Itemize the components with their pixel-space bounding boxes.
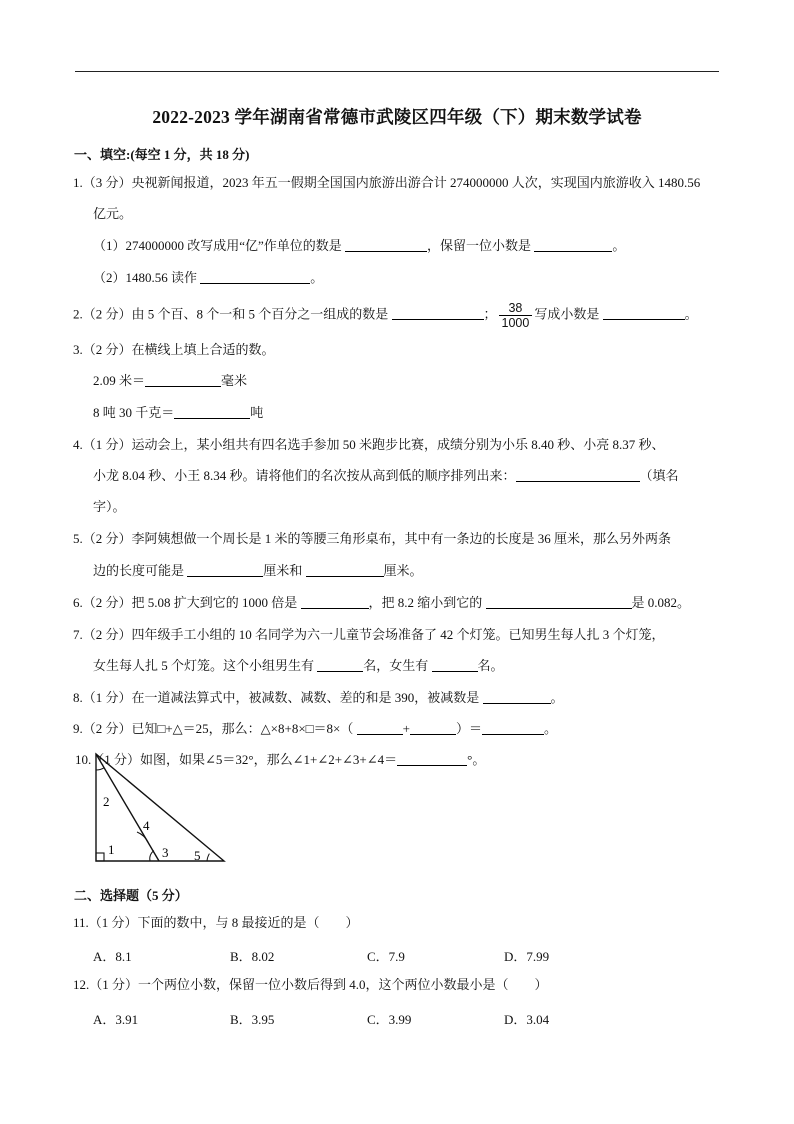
question-1-cont: 亿元。 [93, 206, 133, 221]
q6-text-a: 6.（2 分）把 5.08 扩大到它的 1000 倍是 [73, 595, 298, 610]
answer-blank[interactable] [534, 238, 612, 252]
question-5: 5.（2 分）李阿姨想做一个周长是 1 米的等腰三角形桌布，其中有一条边的长度是 36 厘米，那么另外两条 [73, 531, 672, 546]
q11-option-b[interactable]: B．8.02 [230, 949, 275, 964]
q7-text-c: 名。 [477, 658, 504, 673]
q11-option-d[interactable]: D．7.99 [504, 949, 550, 964]
q1-part1-text-c: 。 [612, 238, 626, 253]
q8-text-a: 8.（1 分）在一道减法算式中，被减数、减数、差的和是 390，被减数是 [73, 690, 480, 705]
fraction-denominator: 1000 [501, 316, 530, 330]
answer-blank[interactable] [174, 405, 250, 419]
q5-text-b: 厘米和 [263, 563, 303, 578]
angle-2-arc [96, 768, 104, 770]
answer-blank[interactable] [145, 373, 221, 387]
answer-blank[interactable] [397, 752, 467, 766]
angle-label-4: 4 [143, 818, 150, 833]
fraction [499, 301, 533, 330]
question-4-cont-2: 字）。 [93, 499, 126, 514]
q3-a-text: 2.09 米＝ [93, 373, 146, 388]
answer-blank[interactable] [200, 270, 310, 284]
question-4-cont [93, 467, 679, 485]
question-2 [73, 301, 698, 330]
answer-blank[interactable] [483, 690, 551, 704]
q9-text-d: 。 [543, 721, 557, 736]
angle-label-5: 5 [194, 848, 201, 863]
answer-blank[interactable] [317, 658, 363, 672]
q3-b-text: 8 吨 30 千克＝ [93, 405, 175, 420]
q1-part2-text-b: 。 [310, 270, 324, 285]
section-heading-choice: 二、选择题（5 分） [74, 888, 188, 903]
q2-text-b: ； [483, 306, 497, 322]
section-heading-fill-blank: 一、填空:(每空 1 分，共 18 分) [74, 147, 250, 162]
triangle-diagram [90, 750, 230, 868]
angle-label-1: 1 [108, 842, 115, 857]
q5-text-c: 厘米。 [383, 563, 423, 578]
answer-blank[interactable] [357, 721, 403, 735]
q9-text-a: 9.（2 分）已知□+△＝25，那么：△×8+8×□＝8×（ [73, 721, 354, 736]
q12-option-d[interactable]: D．3.04 [504, 1012, 550, 1027]
q3-a-unit: 毫米 [221, 373, 248, 388]
answer-blank[interactable] [603, 306, 685, 320]
question-3: 3.（2 分）在横线上填上合适的数。 [73, 342, 275, 357]
outer-triangle [96, 754, 224, 861]
answer-blank[interactable] [345, 238, 427, 252]
question-1: 1.（3 分）央视新闻报道，2023 年五一假期全国国内旅游出游合计 274000000 人次，实现国内旅游收入 1480.56 [73, 175, 701, 190]
right-angle-mark [96, 853, 104, 861]
q12-option-c[interactable]: C．3.99 [367, 1012, 412, 1027]
question-3-item-a [93, 372, 247, 390]
q11-option-a[interactable]: A．8.1 [93, 949, 132, 964]
question-5-cont [93, 562, 423, 580]
q10-text-a: 10.（1 分）如图，如果∠5＝32°，那么∠1+∠2+∠3+∠4＝ [75, 752, 398, 767]
answer-blank[interactable] [187, 563, 263, 577]
question-11: 11.（1 分）下面的数中，与 8 最接近的是（ ） [73, 915, 359, 930]
q2-text-a: 2.（2 分）由 5 个百、8 个一和 5 个百分之一组成的数是 [73, 306, 389, 322]
q6-text-b: ，把 8.2 缩小到它的 [368, 595, 483, 610]
answer-blank[interactable] [432, 658, 478, 672]
question-3-item-b [93, 404, 263, 422]
q7-text-a: 女生每人扎 5 个灯笼。这个小组男生有 [93, 658, 315, 673]
q10-text-b: °。 [467, 752, 486, 767]
q1-part1-text-a: （1）274000000 改写成用“亿”作单位的数是 [93, 238, 342, 253]
answer-blank[interactable] [486, 595, 632, 609]
question-8 [73, 689, 564, 707]
q2-text-c: 写成小数是 [534, 306, 600, 322]
header-rule [75, 71, 719, 72]
q12-option-a[interactable]: A．3.91 [93, 1012, 139, 1027]
angle-label-2: 2 [103, 794, 110, 809]
q9-text-c: ）＝ [455, 721, 482, 736]
triangle-figure [90, 750, 230, 868]
q4-text-b: （填名 [639, 468, 679, 483]
question-7: 7.（2 分）四年级手工小组的 10 名同学为六一儿童节会场准备了 42 个灯笼。已知男生每人扎 3 个灯笼， [73, 627, 665, 642]
q1-part2-text-a: （2）1480.56 读作 [93, 270, 198, 285]
answer-blank[interactable] [306, 563, 384, 577]
question-7-cont [93, 657, 504, 675]
q11-option-c[interactable]: C．7.9 [367, 949, 405, 964]
question-1-part-2 [93, 269, 323, 287]
question-1-part-1 [93, 237, 625, 255]
angle-label-3: 3 [162, 845, 169, 860]
q6-text-c: 是 0.082。 [631, 595, 691, 610]
q1-part1-text-b: ，保留一位小数是 [427, 238, 532, 253]
angle-5-arc [207, 854, 209, 861]
question-9 [73, 720, 557, 738]
q5-text-a: 边的长度可能是 [93, 563, 185, 578]
q3-b-unit: 吨 [250, 405, 264, 420]
q7-text-b: 名，女生有 [363, 658, 429, 673]
answer-blank[interactable] [482, 721, 544, 735]
q4-text-a: 小龙 8.04 秒、小王 8.34 秒。请将他们的名次按从高到低的顺序排列出来： [93, 468, 516, 483]
answer-blank[interactable] [301, 595, 369, 609]
answer-blank[interactable] [392, 306, 484, 320]
page-title: 2022-2023 学年湖南省常德市武陵区四年级（下）期末数学试卷 [152, 107, 642, 127]
question-6 [73, 594, 690, 612]
q8-text-b: 。 [550, 690, 564, 705]
answer-blank[interactable] [410, 721, 456, 735]
q2-text-d: 。 [684, 306, 698, 322]
question-12: 12.（1 分）一个两位小数，保留一位小数后得到 4.0，这个两位小数最小是（ ） [73, 977, 548, 992]
q9-text-b: + [402, 721, 410, 736]
fraction-numerator: 38 [499, 301, 533, 316]
answer-blank[interactable] [516, 468, 640, 482]
q12-option-b[interactable]: B．3.95 [230, 1012, 275, 1027]
question-4: 4.（1 分）运动会上，某小组共有四名选手参加 50 米跑步比赛，成绩分别为小乐 8.40 秒、小亮 8.37 秒、 [73, 437, 665, 452]
